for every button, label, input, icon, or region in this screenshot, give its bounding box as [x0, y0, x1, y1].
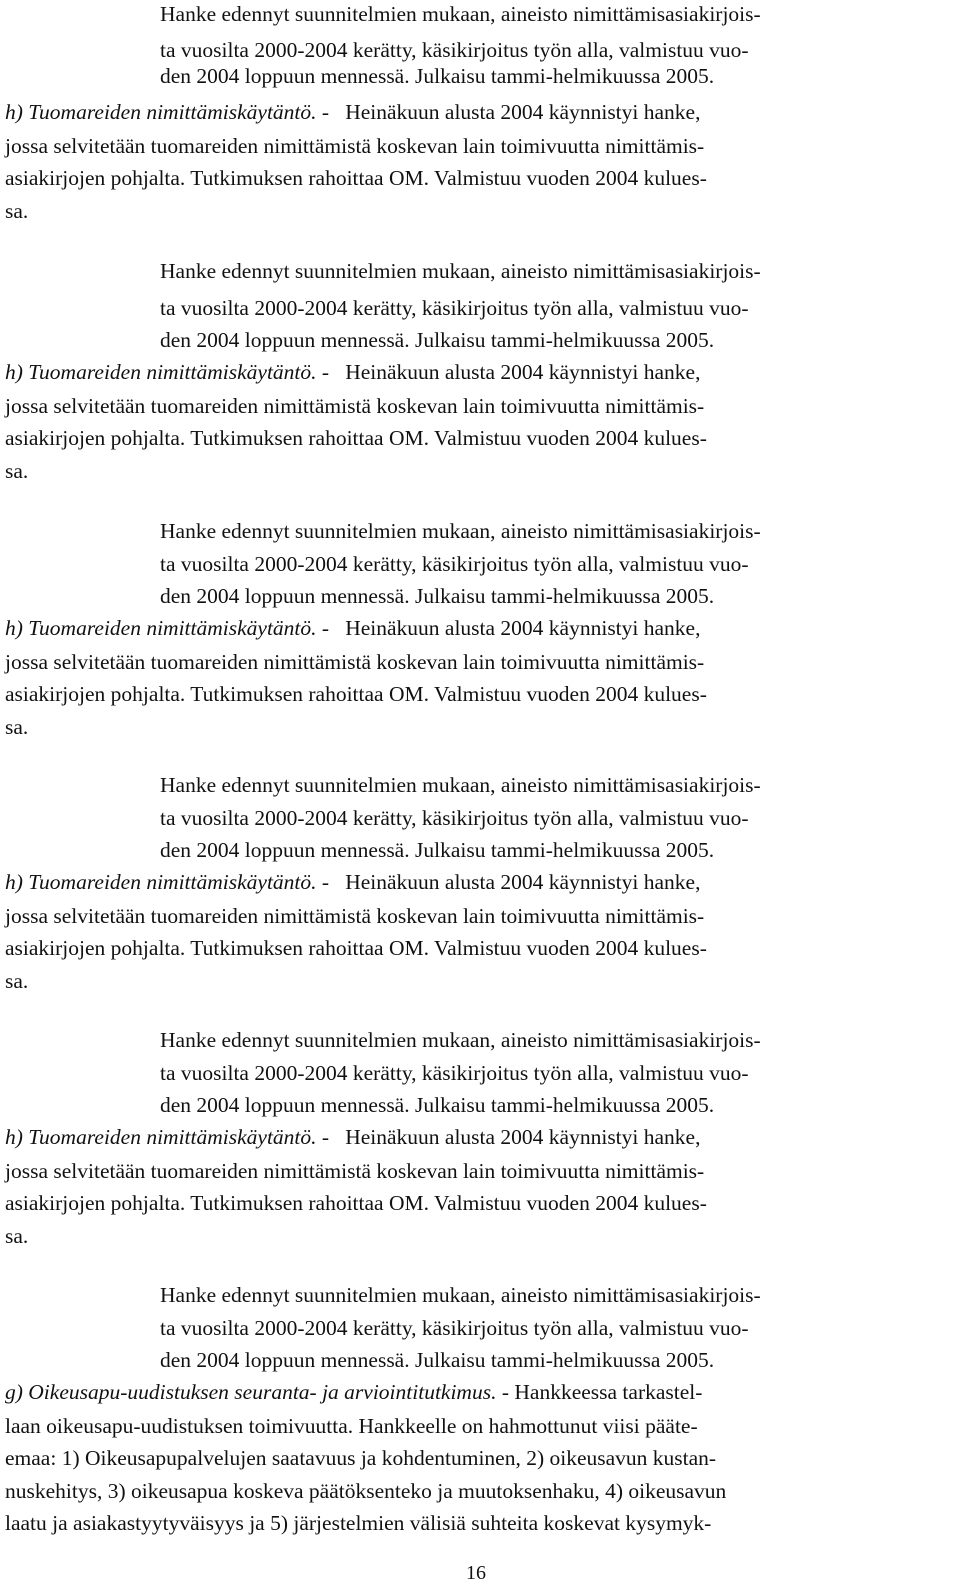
text-line: Hanke edennyt suunnitelmien mukaan, aineisto nimittämisasiakirjois-	[160, 773, 761, 797]
text-line: Hanke edennyt suunnitelmien mukaan, aineisto nimittämisasiakirjois-	[160, 259, 761, 283]
paragraph-line: asiakirjojen pohjalta. Tutkimuksen rahoittaa OM. Valmistuu vuoden 2004 kulues-	[5, 426, 707, 450]
text-line: - Heinäkuun alusta 2004 käynnistyi hanke,	[321, 100, 701, 124]
paragraph-line: asiakirjojen pohjalta. Tutkimuksen rahoittaa OM. Valmistuu vuoden 2004 kulues-	[5, 936, 707, 960]
text-line: ta vuosilta 2000-2004 kerätty, käsikirjoitus työn alla, valmistuu vuo-	[160, 806, 749, 830]
text-line: ta vuosilta 2000-2004 kerätty, käsikirjoitus työn alla, valmistuu vuo-	[160, 552, 749, 576]
text-line: ta vuosilta 2000-2004 kerätty, käsikirjoitus työn alla, valmistuu vuo-	[160, 38, 749, 62]
paragraph-line	[160, 1318, 938, 1340]
paragraph-line	[160, 775, 938, 797]
text-line: ta vuosilta 2000-2004 kerätty, käsikirjoitus työn alla, valmistuu vuo-	[160, 1316, 749, 1340]
paragraph-line: laan oikeusapu-uudistuksen toimivuutta. Hankkeelle on hahmottunut viisi pääte-	[5, 1414, 698, 1438]
paragraph-line: asiakirjojen pohjalta. Tutkimuksen rahoittaa OM. Valmistuu vuoden 2004 kulues-	[5, 682, 707, 706]
paragraph-line: den 2004 loppuun mennessä. Julkaisu tammi-helmikuussa 2005.	[160, 1348, 715, 1372]
section-heading-line	[5, 1382, 702, 1404]
section-heading-line	[5, 618, 700, 640]
paragraph-line: sa.	[5, 199, 29, 223]
text-line: Hanke edennyt suunnitelmien mukaan, aineisto nimittämisasiakirjois-	[160, 519, 761, 543]
section-heading-line	[5, 1127, 700, 1149]
paragraph-line: jossa selvitetään tuomareiden nimittämistä koskevan lain toimivuutta nimittämis-	[5, 904, 705, 928]
paragraph-line: sa.	[5, 1224, 29, 1248]
text-line: - Heinäkuun alusta 2004 käynnistyi hanke,	[321, 616, 701, 640]
section-heading: h) Tuomareiden nimittämiskäytäntö.	[5, 616, 317, 640]
paragraph-line: jossa selvitetään tuomareiden nimittämistä koskevan lain toimivuutta nimittämis-	[5, 134, 705, 158]
paragraph-line: den 2004 loppuun mennessä. Julkaisu tammi-helmikuussa 2005.	[160, 1093, 715, 1117]
paragraph-line: jossa selvitetään tuomareiden nimittämistä koskevan lain toimivuutta nimittämis-	[5, 394, 705, 418]
paragraph-line: jossa selvitetään tuomareiden nimittämistä koskevan lain toimivuutta nimittämis-	[5, 650, 705, 674]
section-heading: h) Tuomareiden nimittämiskäytäntö.	[5, 870, 317, 894]
paragraph-line: sa.	[5, 969, 29, 993]
paragraph-line: den 2004 loppuun mennessä. Julkaisu tammi-helmikuussa 2005.	[160, 64, 715, 88]
paragraph-line	[160, 298, 938, 320]
page-number: 16	[466, 1562, 486, 1584]
section-heading: g) Oikeusapu-uudistuksen seuranta- ja arviointitutkimus.	[5, 1380, 497, 1404]
text-line: - Heinäkuun alusta 2004 käynnistyi hanke,	[321, 870, 701, 894]
paragraph-line	[160, 521, 938, 543]
paragraph-line: laatu ja asiakastyytyväisyys ja 5) järjestelmien välisiä suhteita koskevat kysymyk-	[5, 1511, 712, 1535]
section-heading: h) Tuomareiden nimittämiskäytäntö.	[5, 360, 317, 384]
text-line: Hanke edennyt suunnitelmien mukaan, aineisto nimittämisasiakirjois-	[160, 2, 761, 26]
paragraph-line: asiakirjojen pohjalta. Tutkimuksen rahoittaa OM. Valmistuu vuoden 2004 kulues-	[5, 1191, 707, 1215]
paragraph-line: den 2004 loppuun mennessä. Julkaisu tammi-helmikuussa 2005.	[160, 584, 715, 608]
text-line: ta vuosilta 2000-2004 kerätty, käsikirjoitus työn alla, valmistuu vuo-	[160, 296, 749, 320]
text-line: - Hankkeessa tarkastel-	[501, 1380, 703, 1404]
paragraph-line	[160, 1063, 938, 1085]
section-heading-line	[5, 872, 700, 894]
paragraph-line: asiakirjojen pohjalta. Tutkimuksen rahoittaa OM. Valmistuu vuoden 2004 kulues-	[5, 166, 707, 190]
section-heading: h) Tuomareiden nimittämiskäytäntö.	[5, 100, 317, 124]
paragraph-line: nuskehitys, 3) oikeusapua koskeva päätöksenteko ja muutoksenhaku, 4) oikeusavun	[5, 1479, 727, 1503]
paragraph-line: sa.	[5, 459, 29, 483]
text-line: - Heinäkuun alusta 2004 käynnistyi hanke,	[321, 1125, 701, 1149]
paragraph-line: den 2004 loppuun mennessä. Julkaisu tammi-helmikuussa 2005.	[160, 328, 715, 352]
paragraph-line	[160, 554, 938, 576]
section-heading-line	[5, 102, 700, 124]
paragraph-line	[160, 808, 938, 830]
paragraph-line	[160, 261, 938, 283]
text-line: Hanke edennyt suunnitelmien mukaan, aineisto nimittämisasiakirjois-	[160, 1283, 761, 1307]
paragraph-line	[160, 4, 938, 26]
paragraph-line	[160, 1285, 938, 1307]
paragraph-line: den 2004 loppuun mennessä. Julkaisu tammi-helmikuussa 2005.	[160, 838, 715, 862]
text-line: Hanke edennyt suunnitelmien mukaan, aineisto nimittämisasiakirjois-	[160, 1028, 761, 1052]
paragraph-line	[160, 1030, 938, 1052]
paragraph-line: jossa selvitetään tuomareiden nimittämistä koskevan lain toimivuutta nimittämis-	[5, 1159, 705, 1183]
text-line: ta vuosilta 2000-2004 kerätty, käsikirjoitus työn alla, valmistuu vuo-	[160, 1061, 749, 1085]
text-line: - Heinäkuun alusta 2004 käynnistyi hanke,	[321, 360, 701, 384]
paragraph-line: emaa: 1) Oikeusapupalvelujen saatavuus ja kohdentuminen, 2) oikeusavun kustan-	[5, 1446, 717, 1470]
paragraph-line	[160, 40, 938, 62]
paragraph-line: sa.	[5, 715, 29, 739]
section-heading-line	[5, 362, 700, 384]
section-heading: h) Tuomareiden nimittämiskäytäntö.	[5, 1125, 317, 1149]
